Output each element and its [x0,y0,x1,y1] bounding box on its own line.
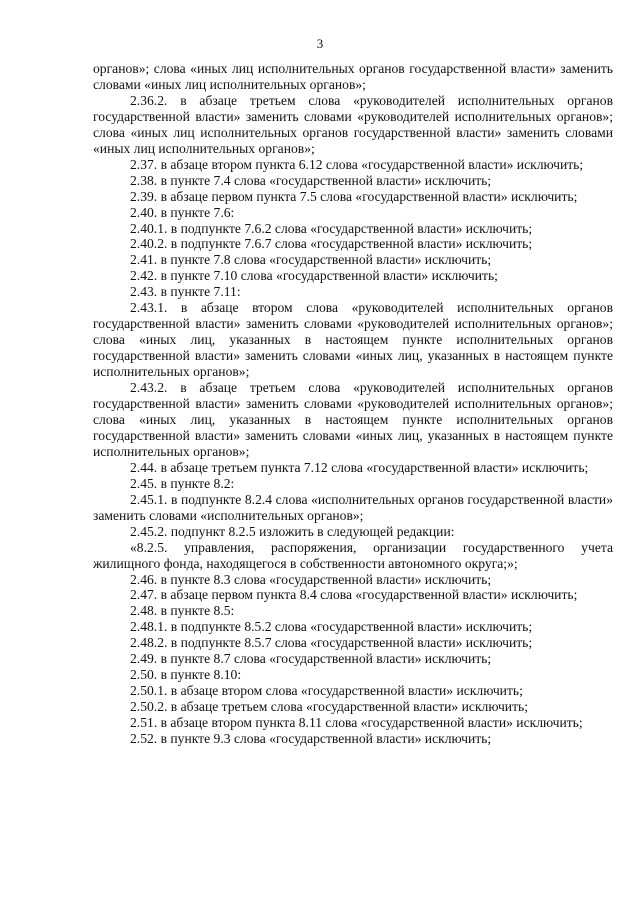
paragraph: 2.48.2. в подпункте 8.5.7 слова «государственной власти» исключить; [130,635,533,651]
paragraph: 2.37. в абзаце втором пункта 6.12 слова «государственной власти» исключить; [130,156,584,172]
paragraph: 2.48.1. в подпункте 8.5.2 слова «государственной власти» исключить; [130,619,533,635]
document-body [93,61,613,747]
paragraph: «8.2.5. управления, распоряжения, организации государственного учета жилищного фонда, находящегося в собственности автономного округа;»; [93,539,613,571]
paragraph: 2.40.2. в подпункте 7.6.7 слова «государственной власти» исключить; [130,236,533,252]
paragraph: 2.52. в пункте 9.3 слова «государственной власти» исключить; [130,731,492,747]
paragraph: 2.51. в абзаце втором пункта 8.11 слова «государственной власти» исключить; [130,715,583,731]
paragraph: 2.44. в абзаце третьем пункта 7.12 слова «государственной власти» исключить; [130,459,589,475]
paragraph: 2.50. в пункте 8.10: [130,667,242,683]
paragraph: 2.39. в абзаце первом пункта 7.5 слова «государственной власти» исключить; [130,188,578,204]
paragraph: 2.46. в пункте 8.3 слова «государственной власти» исключить; [130,571,492,587]
paragraph: 2.43. в пункте 7.11: [130,284,241,300]
paragraph: 2.50.1. в абзаце втором слова «государственной власти» исключить; [130,683,523,699]
paragraph: 2.40. в пункте 7.6: [130,204,235,220]
paragraph: 2.48. в пункте 8.5: [130,603,235,619]
paragraph: 2.41. в пункте 7.8 слова «государственной власти» исключить; [130,252,492,268]
paragraph: 2.45.1. в подпункте 8.2.4 слова «исполнительных органов государственной власти» заменить словами «исполнительных органов»; [93,491,613,523]
paragraph: 2.43.2. в абзаце третьем слова «руководителей исполнительных органов государственной власти» заменить словами «руководителей исполнительных органов»; слова «иных лиц, указанных в настоящем пункте исполнительных органов государственной власти» заменить словами «иных лиц, указанных в настоящем пункте исполнительных органов»; [93,380,613,459]
paragraph: 2.45.2. подпункт 8.2.5 изложить в следующей редакции: [130,523,455,539]
paragraph: 2.49. в пункте 8.7 слова «государственной власти» исключить; [130,651,492,667]
paragraph: 2.38. в пункте 7.4 слова «государственной власти» исключить; [130,172,492,188]
paragraph: 2.42. в пункте 7.10 слова «государственной власти» исключить; [130,268,498,284]
paragraph: 2.50.2. в абзаце третьем слова «государственной власти» исключить; [130,699,528,715]
paragraph: 2.36.2. в абзаце третьем слова «руководителей исполнительных органов государственной власти» заменить словами «руководителей исполнительных органов»; слова «иных лиц исполнительных органов государственной власти» заменить словами «иных лиц исполнительных органов»; [93,92,613,156]
paragraph: 2.45. в пункте 8.2: [130,475,235,491]
paragraph: 2.43.1. в абзаце втором слова «руководителей исполнительных органов государственной власти» заменить словами «руководителей исполнительных органов»; слова «иных лиц, указанных в настоящем пункте исполнительных органов государственной власти» заменить словами «иных лиц, указанных в настоящем пункте исполнительных органов»; [93,300,613,380]
paragraph: 2.40.1. в подпункте 7.6.2 слова «государственной власти» исключить; [130,220,533,236]
page-number: 3 [316,36,324,51]
paragraph: органов»; слова «иных лиц исполнительных органов государственной власти» заменить словами «иных лиц исполнительных органов»; [93,61,613,92]
paragraph: 2.47. в абзаце первом пункта 8.4 слова «государственной власти» исключить; [130,587,578,603]
